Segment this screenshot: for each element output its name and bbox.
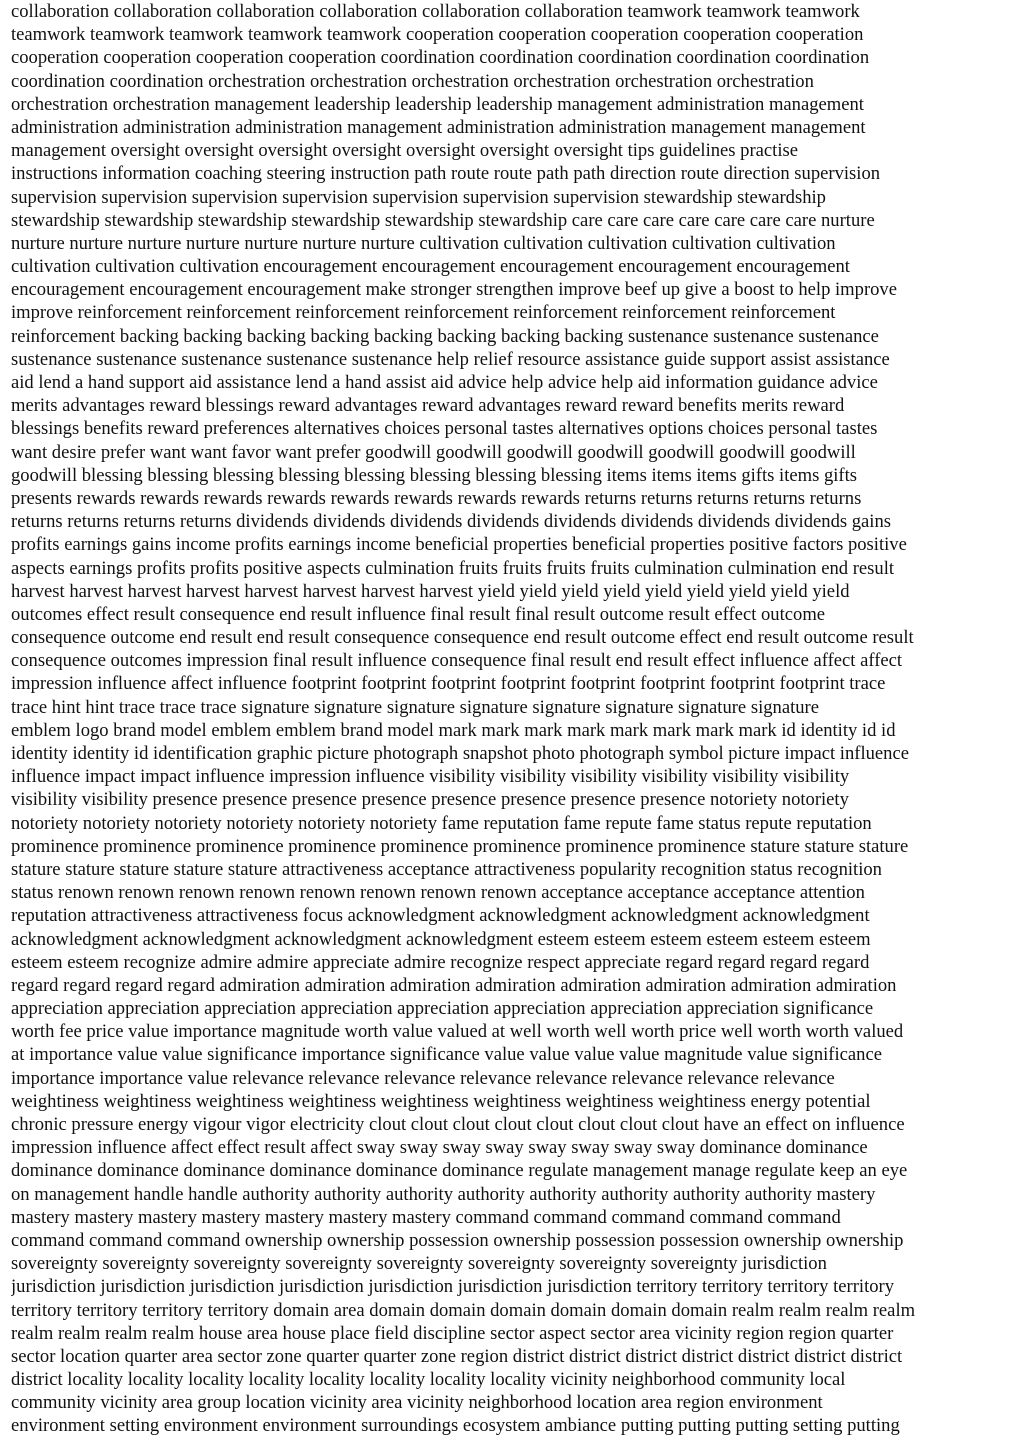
text-line: presents rewards rewards rewards rewards rewards rewards rewards rewards returns returns returns returns returns <box>11 487 862 509</box>
text-line: sovereignty sovereignty sovereignty sovereignty sovereignty sovereignty sovereignty sovereignty jurisdiction <box>11 1253 827 1275</box>
text-line: visibility visibility presence presence presence presence presence presence presence presence notoriety notoriety <box>11 789 849 811</box>
text-line: teamwork teamwork teamwork teamwork teamwork cooperation cooperation cooperation cooperation cooperation <box>11 24 864 46</box>
text-line: identity identity id identification graphic picture photograph snapshot photo photograph symbol picture impact influence <box>11 743 909 764</box>
text-line: outcomes effect result consequence end result influence final result final result outcome result effect outcome <box>11 603 826 625</box>
text-line: nurture nurture nurture nurture nurture nurture nurture cultivation cultivation cultivation cultivation cultivation <box>11 232 836 254</box>
text-line: blessings benefits reward preferences alternatives choices personal tastes alternatives options choices personal tastes <box>11 418 878 440</box>
text-line: command command command ownership ownership possession ownership possession possession ownership ownership <box>11 1229 904 1251</box>
text-line: improve reinforcement reinforcement reinforcement reinforcement reinforcement reinforcement reinforcement <box>11 302 836 324</box>
text-line: management oversight oversight oversight oversight oversight oversight oversight tips guidelines practise <box>11 140 798 162</box>
text-line: trace hint hint trace trace trace signature signature signature signature signature signature signature signature <box>11 696 819 718</box>
text-line: stature stature stature stature stature attractiveness acceptance attractiveness popularity recognition status recognition <box>11 858 882 880</box>
text-line: regard regard regard regard admiration admiration admiration admiration admiration admiration admiration admiration <box>11 974 897 996</box>
text-line: sector location quarter area sector zone quarter quarter zone region district district district district district district district <box>11 1345 903 1367</box>
text-line: goodwill blessing blessing blessing blessing blessing blessing blessing blessing items items items gifts items gifts <box>11 464 858 486</box>
text-line: consequence outcome end result end result consequence consequence end result outcome effect end result outcome result <box>11 627 914 649</box>
text-line: reputation attractiveness attractiveness focus acknowledgment acknowledgment acknowledgment acknowledgment <box>11 905 870 927</box>
text-line: environment setting environment environment surroundings ecosystem ambiance putting putting putting setting putting <box>11 1415 900 1437</box>
text-line: consequence outcomes impression final result influence consequence final result end result effect influence affect affect <box>11 650 903 672</box>
text-line: orchestration orchestration management leadership leadership leadership management administration management <box>11 93 864 115</box>
text-line: cultivation cultivation cultivation encouragement encouragement encouragement encouragement encouragement <box>11 256 850 278</box>
text-line: notoriety notoriety notoriety notoriety notoriety notoriety fame reputation fame repute fame status repute reputation <box>11 812 872 834</box>
text-line: chronic pressure energy vigour vigor electricity clout clout clout clout clout clout clout clout have an effect on influence <box>11 1114 905 1135</box>
text-line: influence impact impact influence impression influence visibility visibility visibility visibility visibility visibility <box>11 766 850 788</box>
text-line: cooperation cooperation cooperation cooperation coordination coordination coordination coordination coordination <box>11 47 870 69</box>
text-line: esteem esteem recognize admire admire appreciate admire recognize respect appreciate regard regard regard regard <box>11 951 870 973</box>
text-line: sustenance sustenance sustenance sustenance sustenance help relief resource assistance guide support assist assistance <box>11 348 890 370</box>
text-line: weightiness weightiness weightiness weightiness weightiness weightiness weightiness weightiness energy potential <box>11 1090 871 1112</box>
text-line: instructions information coaching steering instruction path route route path path direction route direction supervision <box>11 163 881 185</box>
text-line: administration administration administration management administration administration management management <box>11 116 866 138</box>
text-line: community vicinity area group location vicinity area vicinity neighborhood location area region environment <box>11 1392 823 1414</box>
text-line: status renown renown renown renown renown renown renown renown acceptance acceptance acceptance attention <box>11 882 865 904</box>
text-line: worth fee price value importance magnitude worth value valued at well worth well worth price well worth worth valued <box>11 1021 904 1043</box>
text-line: at importance value value significance importance significance value value value value magnitude value significance <box>11 1044 882 1066</box>
text-line: returns returns returns returns dividends dividends dividends dividends dividends dividends dividends dividends gains <box>11 511 891 533</box>
text-line: dominance dominance dominance dominance dominance dominance regulate management manage regulate keep an eye <box>11 1160 908 1182</box>
text-line: harvest harvest harvest harvest harvest harvest harvest harvest yield yield yield yield yield yield yield yield yield <box>11 580 850 602</box>
text-line: acknowledgment acknowledgment acknowledgment acknowledgment esteem esteem esteem esteem esteem esteem <box>11 928 871 950</box>
text-line: aid lend a hand support aid assistance lend a hand assist aid advice help advice help aid information guidance advice <box>11 372 878 393</box>
text-line: appreciation appreciation appreciation appreciation appreciation appreciation appreciation appreciation significance <box>11 998 874 1020</box>
text-line: district locality locality locality locality locality locality locality locality vicinity neighborhood community local <box>11 1369 846 1391</box>
text-line: impression influence affect influence footprint footprint footprint footprint footprint footprint footprint footprint trace <box>11 673 886 695</box>
text-line: on management handle handle authority authority authority authority authority authority authority authority mastery <box>11 1183 876 1205</box>
text-line: want desire prefer want want favor want prefer goodwill goodwill goodwill goodwill goodwill goodwill goodwill <box>11 441 856 463</box>
text-line: prominence prominence prominence prominence prominence prominence prominence prominence stature stature stature <box>11 835 909 857</box>
text-line: impression influence affect effect result affect sway sway sway sway sway sway sway sway dominance dominance <box>11 1137 868 1159</box>
text-line: coordination coordination orchestration orchestration orchestration orchestration orchestration orchestration <box>11 70 814 92</box>
text-line: collaboration collaboration collaboration collaboration collaboration collaboration teamwork teamwork teamwork <box>11 1 860 22</box>
text-line: mastery mastery mastery mastery mastery mastery mastery command command command command command <box>11 1206 841 1228</box>
document-body <box>11 0 1019 1438</box>
text-line: encouragement encouragement encouragement make stronger strengthen improve beef up give a boost to help improve <box>11 279 897 301</box>
text-line: profits earnings gains income profits earnings income beneficial properties beneficial properties positive factors positive <box>11 534 907 556</box>
text-line: importance importance value relevance relevance relevance relevance relevance relevance relevance relevance <box>11 1067 835 1089</box>
text-line: realm realm realm realm house area house place field discipline sector aspect sector area vicinity region region quarter <box>11 1322 894 1344</box>
text-line: emblem logo brand model emblem emblem brand model mark mark mark mark mark mark mark mark id identity id id <box>11 719 896 741</box>
text-line: territory territory territory territory domain area domain domain domain domain domain domain realm realm realm realm <box>11 1299 916 1321</box>
text-line: aspects earnings profits profits positive aspects culmination fruits fruits fruits fruits culmination culmination end result <box>11 557 895 579</box>
text-line: stewardship stewardship stewardship stewardship stewardship stewardship care care care care care care care nurture <box>11 209 875 231</box>
text-line: supervision supervision supervision supervision supervision supervision supervision stewardship stewardship <box>11 186 826 208</box>
text-line: merits advantages reward blessings reward advantages reward advantages reward reward benefits merits reward <box>11 395 845 417</box>
text-line: jurisdiction jurisdiction jurisdiction jurisdiction jurisdiction jurisdiction jurisdiction territory territory territory territory <box>11 1276 895 1298</box>
text-line: reinforcement backing backing backing backing backing backing backing backing sustenance sustenance sustenance <box>11 325 879 347</box>
